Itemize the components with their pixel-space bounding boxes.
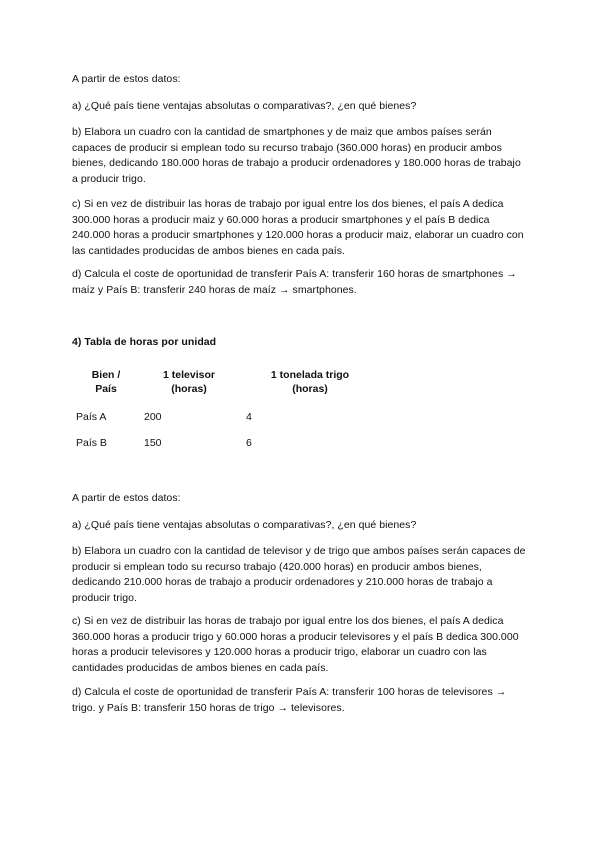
question-a-2: a) ¿Qué país tiene ventajas absolutas o comparativas?, ¿en qué bienes? bbox=[72, 519, 417, 531]
table-row-b-label: País B bbox=[76, 437, 107, 449]
table-header-bien: Bien / País bbox=[91, 369, 121, 395]
table-row-a-televisor: 200 bbox=[144, 411, 162, 423]
table-row-a-trigo: 4 bbox=[246, 411, 252, 423]
intro-text-1: A partir de estos datos: bbox=[72, 73, 181, 85]
table-header-trigo: 1 tonelada trigo (horas) bbox=[270, 369, 350, 395]
question-c-1: c) Si en vez de distribuir las horas de trabajo por igual entre los dos bienes, el país A dedica 300.000 horas a producir maiz y 60.000 horas a producir smartphones y el país B dedica 240.000 horas a producir smartphones y 120.000 horas a producir maiz, elaborar un cuadro con las cantidades producidas de ambos bienes en cada país. bbox=[72, 198, 524, 257]
table-row-a-label: País A bbox=[76, 411, 107, 423]
question-c-2: c) Si en vez de distribuir las horas de trabajo por igual entre los dos bienes, el país A dedica 360.000 horas a producir trigo y 60.000 horas a producir televisores y el país B dedica 300.000 horas a producir televisores y 120.000 horas a producir trigo, elaborar un cuadro con las cantidades producidas de ambos bienes en cada país. bbox=[72, 615, 519, 674]
question-d-2: d) Calcula el coste de oportunidad de transferir País A: transferir 100 horas de televisores → trigo. y País B: transferir 150 horas de trigo → televisores. bbox=[72, 686, 507, 714]
question-b-2: b) Elabora un cuadro con la cantidad de televisor y de trigo que ambos países serán capaces de producir si emplean todo su recurso trabajo (420.000 horas) en producir ambos bienes, dedicando 210.000 horas de trabajo a producir ordenadores y 210.000 horas de trabajo a producir trigo. bbox=[72, 545, 526, 604]
intro-text-2: A partir de estos datos: bbox=[72, 492, 181, 504]
table-row-b-trigo: 6 bbox=[246, 437, 252, 449]
question-a-1: a) ¿Qué país tiene ventajas absolutas o comparativas?, ¿en qué bienes? bbox=[72, 100, 417, 112]
table-row-b-televisor: 150 bbox=[144, 437, 162, 449]
question-d-1: d) Calcula el coste de oportunidad de transferir País A: transferir 160 horas de smartphones → maíz y País B: transferir 240 horas de maíz → smartphones. bbox=[72, 268, 517, 296]
question-b-1: b) Elabora un cuadro con la cantidad de smartphones y de maiz que ambos países serán capaces de producir si emplean todo su recurso trabajo (360.000 horas) en producir ambos bienes, dedicando 180.000 horas de trabajo a producir ordenadores y 180.000 horas de trabajo a producir trigo. bbox=[72, 126, 521, 185]
table-header-televisor: 1 televisor (horas) bbox=[163, 369, 215, 395]
section-heading: 4) Tabla de horas por unidad bbox=[72, 336, 217, 348]
